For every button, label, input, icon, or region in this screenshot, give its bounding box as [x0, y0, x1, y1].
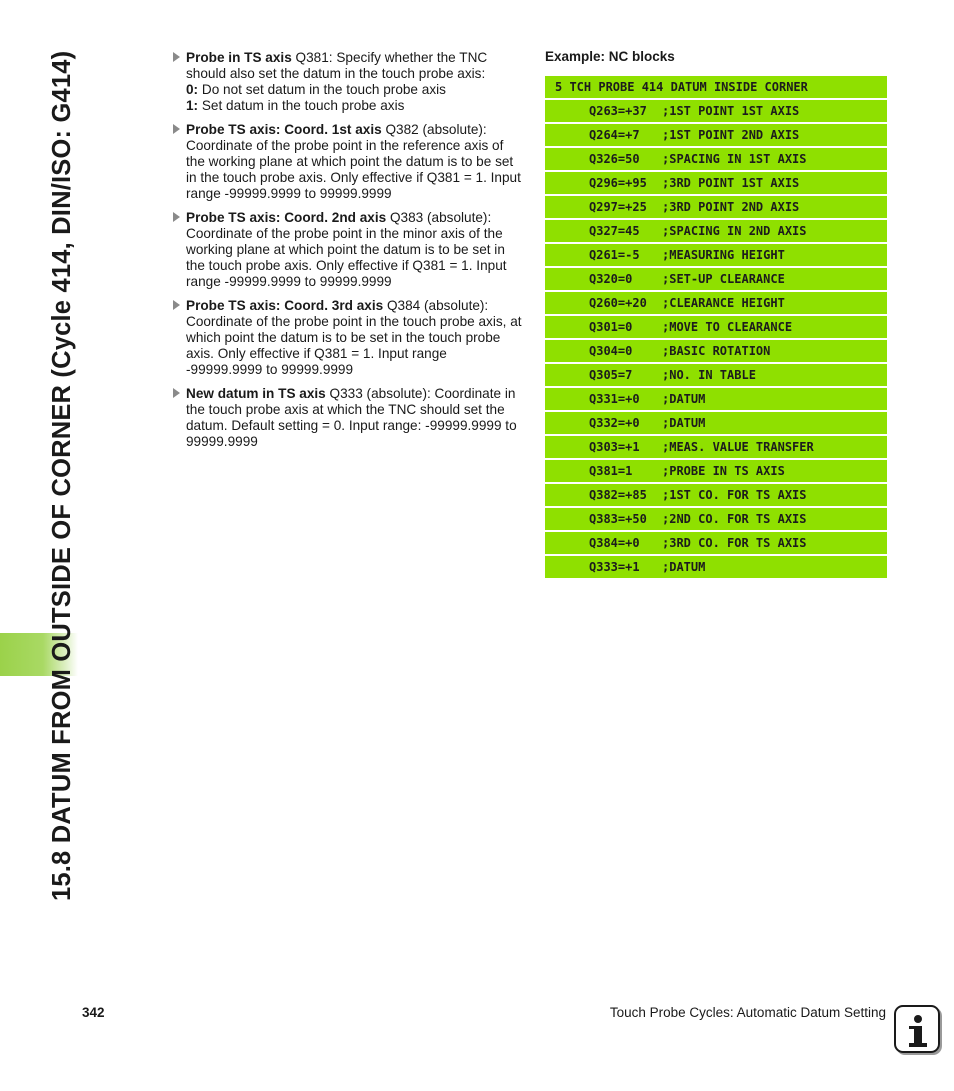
parameter-item: [172, 298, 524, 378]
nc-comment: ;3RD POINT 2ND AXIS: [662, 200, 800, 214]
parameter-item: [172, 386, 524, 450]
nc-parameter: Q303=+1: [589, 440, 640, 454]
parameter-name: Probe in TS axis: [186, 50, 292, 65]
parameter-option: [186, 82, 524, 98]
nc-line: [545, 508, 887, 530]
nc-parameter: Q260=+20: [589, 296, 647, 310]
option-text: Do not set datum in the touch probe axis: [198, 82, 446, 97]
parameter-description: Q333 (absolute): Coordinate in the touch probe axis at which the TNC should set the datum. Default setting = 0. Input range: -99999.9999 to 99999.9999: [186, 386, 517, 449]
nc-comment: ;SPACING IN 1ST AXIS: [662, 152, 807, 166]
nc-comment: ;MEASURING HEIGHT: [662, 248, 785, 262]
parameter-name: Probe TS axis: Coord. 2nd axis: [186, 210, 387, 225]
chapter-title-text: 15.8 DATUM FROM OUTSIDE OF CORNER (Cycle 414, DIN/ISO: G414): [48, 50, 76, 901]
nc-line: [545, 532, 887, 554]
nc-comment: ;DATUM: [662, 560, 706, 574]
option-key: 1:: [186, 98, 199, 113]
nc-comment: ;3RD CO. FOR TS AXIS: [662, 536, 807, 550]
nc-parameter: Q261=-5: [589, 248, 640, 262]
nc-parameter: Q264=+7: [589, 128, 640, 142]
nc-parameter: Q326=50: [589, 152, 640, 166]
parameter-description: Q383 (absolute): Coordinate of the probe point in the minor axis of the working plane at which point the datum is to be set in the touch probe axis. Only effective if Q381 = 1. Input range -99999.9999 to 99999.9999: [186, 210, 507, 289]
nc-line: [545, 124, 887, 146]
nc-line: [545, 316, 887, 338]
nc-parameter: Q332=+0: [589, 416, 640, 430]
nc-parameter: Q305=7: [589, 368, 633, 382]
nc-comment: ;1ST POINT 2ND AXIS: [662, 128, 800, 142]
nc-line: [545, 268, 887, 290]
info-icon: [894, 1005, 940, 1053]
nc-line: [545, 292, 887, 314]
nc-parameter: Q383=+50: [589, 512, 647, 526]
nc-parameter: Q297=+25: [589, 200, 647, 214]
parameter-item: [172, 210, 524, 290]
nc-parameter: Q382=+85: [589, 488, 647, 502]
nc-parameter: Q320=0: [589, 272, 633, 286]
parameter-name: New datum in TS axis: [186, 386, 326, 401]
nc-line: [545, 100, 887, 122]
triangle-bullet-icon: [173, 52, 180, 62]
nc-parameter: Q301=0: [589, 320, 633, 334]
nc-line: [545, 172, 887, 194]
nc-comment: ;SPACING IN 2ND AXIS: [662, 224, 807, 238]
parameter-option: [186, 98, 524, 114]
triangle-bullet-icon: [173, 388, 180, 398]
nc-comment: ;1ST CO. FOR TS AXIS: [662, 488, 807, 502]
nc-first-line: 5 TCH PROBE 414 DATUM INSIDE CORNER: [545, 76, 887, 98]
option-text: Set datum in the touch probe axis: [198, 98, 405, 113]
nc-comment: ;DATUM: [662, 416, 706, 430]
nc-line: [545, 148, 887, 170]
nc-comment: ;PROBE IN TS AXIS: [662, 464, 785, 478]
nc-parameter: Q381=1: [589, 464, 633, 478]
triangle-bullet-icon: [173, 212, 180, 222]
parameter-item: [172, 122, 524, 202]
nc-comment: ;SET-UP CLEARANCE: [662, 272, 785, 286]
nc-line: [545, 556, 887, 578]
parameter-description: Q382 (absolute): Coordinate of the probe point in the reference axis of the working plane at which point the datum is to be set in the touch probe axis. Only effective if Q381 = 1. Input range -99999.9999 to 99999.9999: [186, 122, 521, 201]
nc-line: [545, 220, 887, 242]
nc-line: [545, 388, 887, 410]
triangle-bullet-icon: [173, 300, 180, 310]
nc-block-listing: [545, 76, 887, 580]
nc-parameter: Q296=+95: [589, 176, 647, 190]
page-number: 342: [82, 1005, 105, 1020]
nc-comment: ;2ND CO. FOR TS AXIS: [662, 512, 807, 526]
nc-comment: ;3RD POINT 1ST AXIS: [662, 176, 800, 190]
nc-line: [545, 364, 887, 386]
nc-comment: ;DATUM: [662, 392, 706, 406]
option-key: 0:: [186, 82, 199, 97]
nc-parameter: Q331=+0: [589, 392, 640, 406]
nc-comment: ;MEAS. VALUE TRANSFER: [662, 440, 814, 454]
nc-line: [545, 244, 887, 266]
nc-comment: ;MOVE TO CLEARANCE: [662, 320, 793, 334]
nc-comment: ;NO. IN TABLE: [662, 368, 756, 382]
parameter-name: Probe TS axis: Coord. 1st axis: [186, 122, 382, 137]
nc-comment: ;1ST POINT 1ST AXIS: [662, 104, 800, 118]
parameter-description: Q384 (absolute): Coordinate of the probe point in the touch probe axis, at which point the datum is to be set in the touch probe axis. Only effective if Q381 = 1. Input range -99999.9999 to 99999.9999: [186, 298, 522, 377]
nc-line: [545, 436, 887, 458]
nc-parameter: Q263=+37: [589, 104, 647, 118]
nc-comment: ;CLEARANCE HEIGHT: [662, 296, 785, 310]
parameter-name: Probe TS axis: Coord. 3rd axis: [186, 298, 384, 313]
footer-text: Touch Probe Cycles: Automatic Datum Setting: [609, 1005, 886, 1020]
parameter-description: Q381: Specify whether the TNC should also set the datum in the touch probe axis:: [186, 50, 488, 81]
nc-parameter: Q304=0: [589, 344, 633, 358]
nc-line: [545, 196, 887, 218]
triangle-bullet-icon: [173, 124, 180, 134]
nc-line: [545, 412, 887, 434]
nc-line: [545, 460, 887, 482]
parameter-list: [172, 50, 524, 458]
nc-parameter: Q333=+1: [589, 560, 640, 574]
nc-line: [545, 484, 887, 506]
nc-comment: ;BASIC ROTATION: [662, 344, 771, 358]
parameter-item: [172, 50, 524, 114]
nc-parameter: Q327=45: [589, 224, 640, 238]
nc-line: [545, 340, 887, 362]
nc-parameter: Q384=+0: [589, 536, 640, 550]
example-title: Example: NC blocks: [545, 49, 675, 64]
